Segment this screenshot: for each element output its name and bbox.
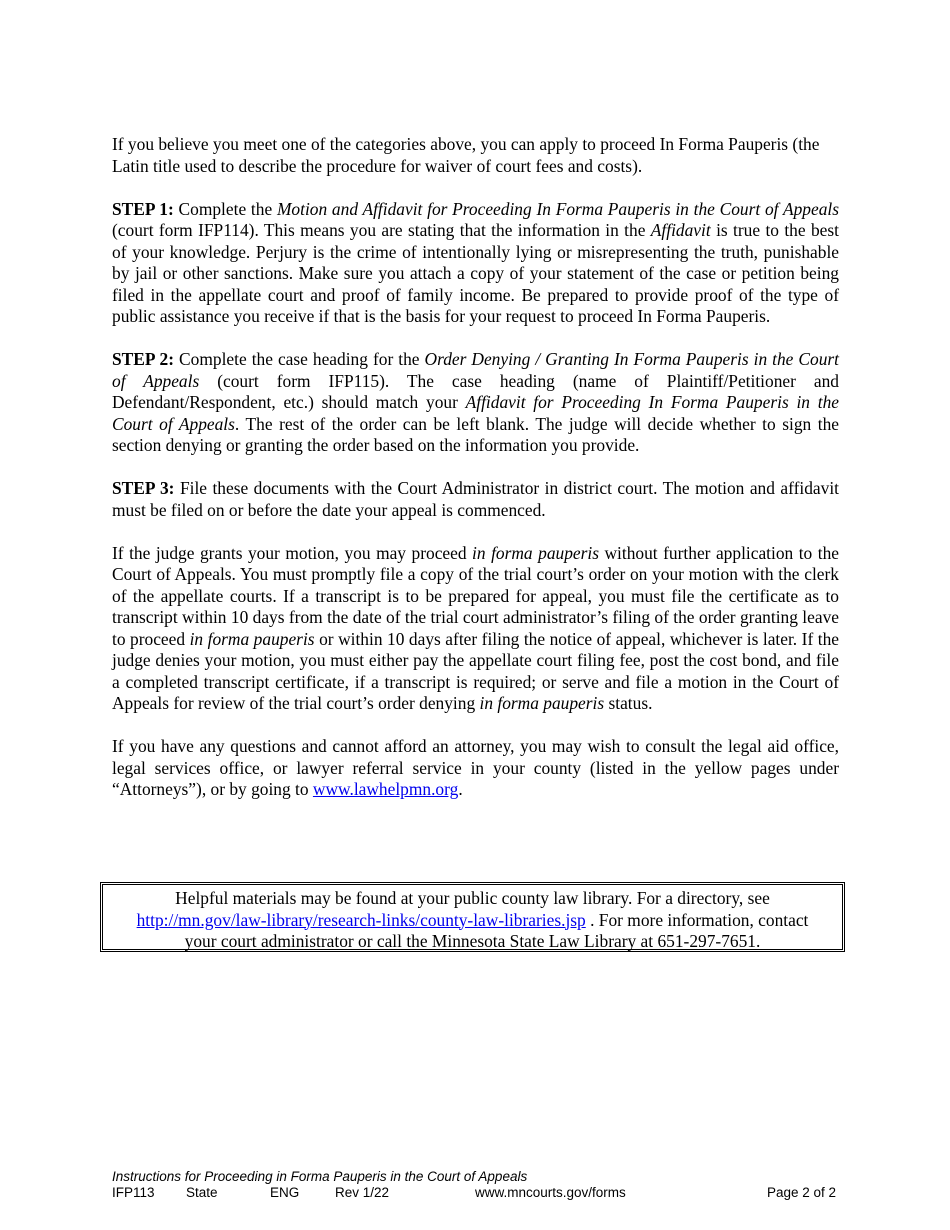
footer-form-number: IFP113 bbox=[112, 1185, 155, 1200]
step1-text: (court form IFP114). This means you are stating that the information in the bbox=[112, 220, 651, 240]
questions-text: If you have any questions and cannot afford an attorney, you may wish to consult the legal aid office, legal services office, or lawyer referral service in your county (listed in the yellow pages under “Attorneys”), or by going to bbox=[112, 736, 839, 799]
step1-text: Complete the bbox=[173, 198, 277, 219]
step3-label: STEP 3: bbox=[112, 478, 175, 498]
step2-affidavit-title: Affidavit for Proceeding In Forma Pauperis in the Court of Appeals bbox=[112, 392, 839, 434]
box-text: . For more information, contact bbox=[585, 909, 809, 930]
step2-paragraph bbox=[112, 349, 839, 457]
step2-text: . The rest of the order can be left blank. The judge will decide whether to sign the section denying or granting the order based on the information you provide. bbox=[112, 413, 839, 455]
footer-title: Instructions for Proceeding in Forma Pauperis in the Court of Appeals bbox=[112, 1169, 528, 1184]
box-line-3: your court administrator or call the Minnesota State Law Library at 651-297-7651. bbox=[184, 931, 761, 951]
document-body bbox=[112, 134, 839, 822]
step2-text: (court form IFP115). The case heading (name of Plaintiff/Petitioner and Defendant/Respondent, etc.) should match your bbox=[112, 370, 839, 412]
grant-ifp: in forma pauperis bbox=[479, 693, 605, 713]
footer-website: www.mncourts.gov/forms bbox=[475, 1185, 626, 1200]
step1-paragraph bbox=[112, 199, 839, 328]
box-line-1: Helpful materials may be found at your public county law library. For a directory, see bbox=[175, 888, 770, 908]
step2-order-title: Order Denying / Granting In Forma Pauperis in the Court of Appeals bbox=[112, 349, 840, 391]
step1-text: is true to the best of your knowledge. Perjury is the crime of intentionally lying or misrepresenting the truth, punishable by jail or other sanctions. Make sure you attach a copy of your statement of the case or petition being filed in the appellate court and proof of family income. Be prepared to provide proof of the type of public assistance you receive if that is the basis for your request to proceed In Forma Pauperis. bbox=[112, 220, 839, 326]
step2-label: STEP 2: bbox=[112, 349, 175, 369]
step2-text: Complete the case heading for the bbox=[174, 349, 425, 369]
county-law-libraries-link[interactable]: http://mn.gov/law-library/research-links/county-law-libraries.jsp bbox=[136, 909, 586, 930]
footer-language: ENG bbox=[270, 1185, 300, 1200]
grant-text: without further application to the Court of Appeals. You must promptly file a copy of the trial court’s order on your motion with the clerk of the appellate courts. If a transcript is to be prepared for appeal, you must file the certificate as to transcript within 10 days from the date of the trial court administrator’s filing of the order granting leave to proceed bbox=[112, 542, 840, 649]
lawhelpmn-link[interactable]: www.lawhelpmn.org bbox=[312, 779, 459, 799]
grant-text: status. bbox=[604, 693, 653, 713]
grant-ifp: in forma pauperis bbox=[189, 628, 315, 649]
questions-text: . bbox=[458, 779, 463, 799]
step1-label: STEP 1: bbox=[112, 198, 174, 219]
grant-text: If the judge grants your motion, you may proceed bbox=[112, 542, 473, 563]
questions-paragraph bbox=[112, 736, 839, 801]
law-library-notice-box bbox=[100, 882, 845, 952]
grant-text: or within 10 days after filing the notice of appeal, whichever is later. If the judge denies your motion, you must either pay the appellate court filing fee, post the cost bond, and file a completed transcript certificate, if a transcript is required; or serve and file a motion in the Court of Appeals for review of the trial court’s order denying bbox=[112, 628, 840, 713]
grant-ifp: in forma pauperis bbox=[472, 542, 599, 563]
intro-paragraph: If you believe you meet one of the categories above, you can apply to proceed In Forma Pauperis (the Latin title used to describe the procedure for waiver of court fees and costs). bbox=[112, 134, 820, 176]
box-line-2 bbox=[103, 910, 842, 932]
page-footer bbox=[112, 1169, 839, 1201]
step3-paragraph bbox=[112, 478, 839, 521]
step1-affidavit: Affidavit bbox=[650, 220, 711, 240]
footer-meta-row bbox=[112, 1185, 839, 1201]
footer-revision: Rev 1/22 bbox=[335, 1185, 390, 1200]
step1-form-title: Motion and Affidavit for Proceeding In Forma Pauperis in the Court of Appeals bbox=[276, 198, 839, 219]
grant-paragraph bbox=[112, 543, 839, 715]
footer-jurisdiction: State bbox=[186, 1185, 218, 1200]
step3-text: File these documents with the Court Administrator in district court. The motion and affidavit must be filed on or before the date your appeal is commenced. bbox=[112, 478, 839, 520]
footer-page-number: Page 2 of 2 bbox=[767, 1185, 837, 1200]
